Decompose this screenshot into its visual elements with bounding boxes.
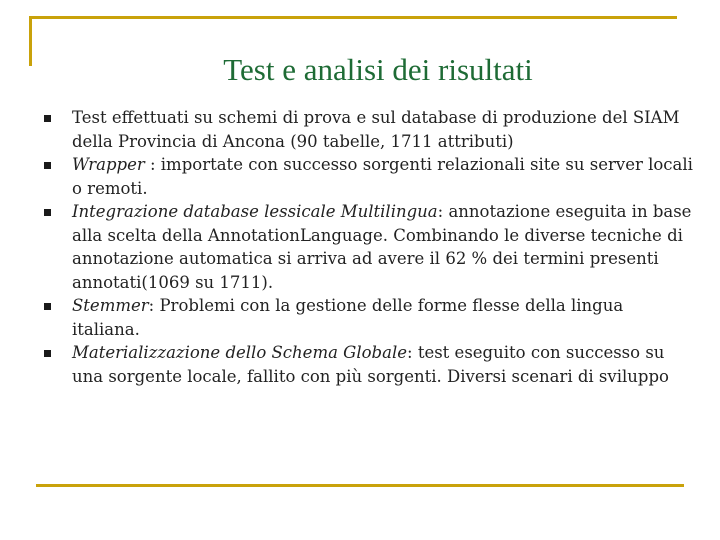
bullet-list xyxy=(44,106,694,388)
square-bullet-icon xyxy=(44,115,51,122)
bullet-term: Integrazione database lessicale Multilingua xyxy=(72,202,438,221)
bullet-item-test-database xyxy=(44,106,694,153)
square-bullet-icon xyxy=(44,209,51,216)
bullet-term: Materializzazione dello Schema Globale xyxy=(72,343,408,362)
square-bullet-icon xyxy=(44,303,51,310)
bullet-term: Stemmer xyxy=(72,296,149,315)
bullet-item-stemmer xyxy=(44,294,694,341)
bullet-item-multilingua xyxy=(44,200,694,294)
bullet-text: : Problemi con la gestione delle forme flesse della lingua italiana. xyxy=(72,296,624,339)
bullet-text: : importate con successo sorgenti relazionali site su server locali o remoti. xyxy=(72,155,693,198)
bullet-text: Test effettuati su schemi di prova e sul database di produzione del SIAM della Provincia di Ancona (90 tabelle, 1711 attributi) xyxy=(72,108,680,151)
slide-title: Test e analisi dei risultati xyxy=(223,52,533,87)
frame-top-border xyxy=(29,16,677,19)
bullet-item-wrapper xyxy=(44,153,694,200)
square-bullet-icon xyxy=(44,350,51,357)
bullet-text: : test eseguito con successo su una sorgente locale, fallito con più sorgenti. Diversi scenari di sviluppo xyxy=(72,343,669,386)
bullet-text: : annotazione eseguita in base alla scelta della AnnotationLanguage. Combinando le diverse tecniche di annotazione automatica si arriva ad avere il 62 % dei termini presenti annotati(1069 su 1711). xyxy=(72,202,692,292)
frame-bottom-border xyxy=(36,484,684,487)
bullet-term: Wrapper xyxy=(72,155,145,174)
square-bullet-icon xyxy=(44,162,51,169)
bullet-item-schema-globale xyxy=(44,341,694,388)
